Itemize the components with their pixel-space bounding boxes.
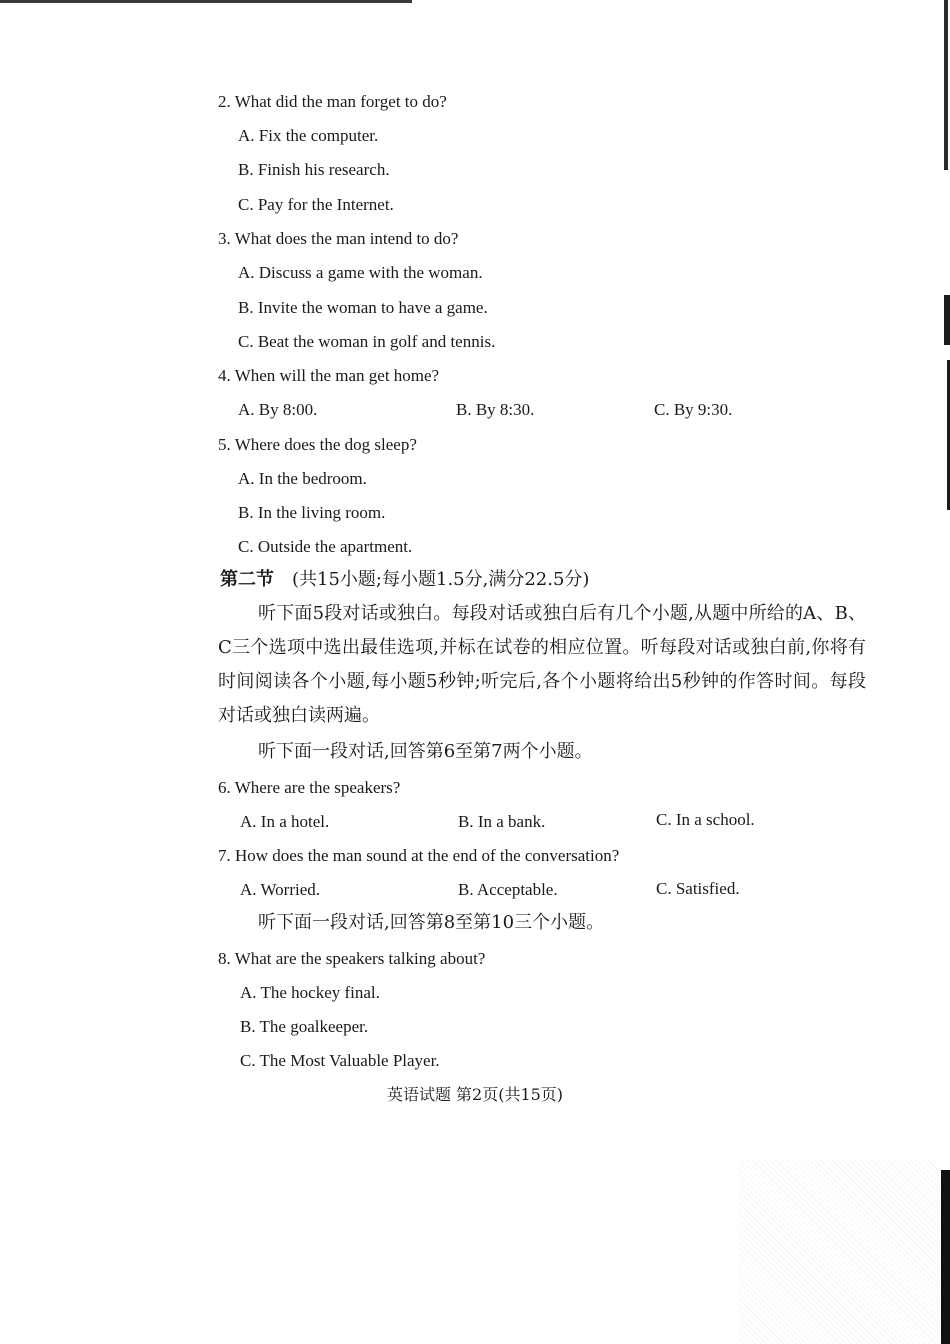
scan-edge-right [944,295,950,345]
option-a: A. In the bedroom. [238,469,367,488]
option-a: A. By 8:00. [238,400,318,419]
page-footer: 英语试题 第2页(共15页) [386,1085,564,1104]
dialogue-instruction: 听下面一段对话,回答第6至第7两个小题。 [258,741,593,762]
option-c: C. The Most Valuable Player. [240,1051,440,1070]
option-c: C. By 9:30. [654,400,733,419]
option-c: C. Satisfied. [656,879,740,898]
option-b: B. Invite the woman to have a game. [238,298,488,317]
option-b: B. In a bank. [458,812,546,831]
option-a: A. The hockey final. [240,983,380,1002]
option-b: B. By 8:30. [456,400,535,419]
option-a: A. In a hotel. [240,812,330,831]
question-stem: 6. Where are the speakers? [218,778,401,797]
option-c: C. In a school. [656,810,755,829]
question-stem: 5. Where does the dog sleep? [218,435,417,454]
option-b: B. Finish his research. [238,160,390,179]
question-stem: 7. How does the man sound at the end of the conversation? [218,846,620,865]
dialogue-instruction: 听下面一段对话,回答第8至第10三个小题。 [258,912,605,933]
question-stem: 4. When will the man get home? [218,366,440,385]
option-a: A. Discuss a game with the woman. [238,263,483,282]
option-c: C. Outside the apartment. [238,537,413,556]
option-b: B. Acceptable. [458,880,558,899]
section-instructions: 听下面5段对话或独白。每段对话或独白后有几个小题,从题中所给的A、B、C三个选项中选出最佳选项,并标在试卷的相应位置。听每段对话或独白前,你将有时间阅读各个小题,每小题5秒钟;听完后,各个小题将给出5秒钟的作答时间。每段对话或独白读两遍。 [218,603,866,726]
scan-noise [738,1160,938,1344]
scan-edge-top [0,0,412,3]
option-c: C. Beat the woman in golf and tennis. [238,332,496,351]
scan-edge-right [944,0,948,170]
section-heading [220,568,589,592]
scan-edge-right [941,1170,950,1344]
option-b: B. In the living room. [238,503,386,522]
section-scoring-note: (共15小题;每小题1.5分,满分22.5分) [292,569,590,590]
section-title: 第二节 [220,569,274,590]
question-stem: 2. What did the man forget to do? [218,92,447,111]
option-b: B. The goalkeeper. [240,1017,369,1036]
question-stem: 3. What does the man intend to do? [218,229,459,248]
option-c: C. Pay for the Internet. [238,195,394,214]
question-stem: 8. What are the speakers talking about? [218,949,486,968]
option-a: A. Worried. [240,880,320,899]
option-a: A. Fix the computer. [238,126,379,145]
